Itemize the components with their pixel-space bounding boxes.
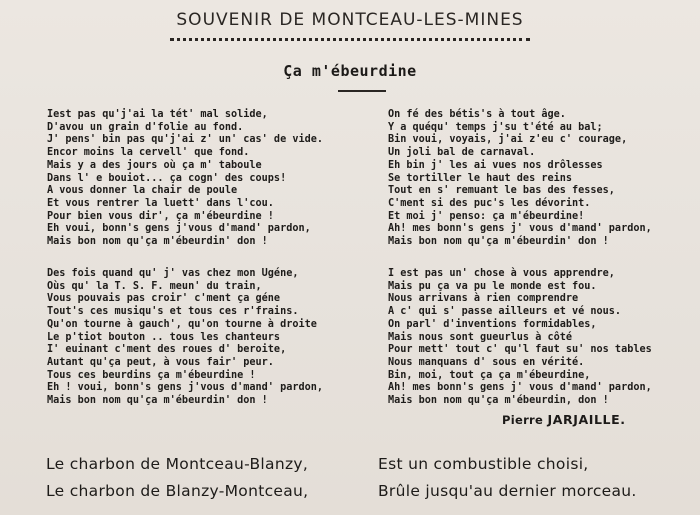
stanza-line: Mais bon nom qu'ça m'ébeurdin, don ! [388,395,609,407]
slogan-left-line-2: Le charbon de Blanzy-Montceau, [46,482,309,500]
stanza-line: Tout en s' remuant le bas des fesses, [388,185,615,197]
title-underline [338,90,386,92]
stanza-line: Nous manquans d' sous en vérité. [388,356,585,368]
stanza-line: Pour mett' tout c' qu'l faut su' nos tables [388,344,652,356]
stanza-line: Mais bon nom qu'ça m'ébeurdin' don ! [388,236,609,248]
stanza-line: Iest pas qu'j'ai la tét' mal solide, [47,109,268,120]
stanza-line: Ah! mes bonn's gens j' vous d'mand' pardon, [388,382,652,394]
slogan-left-line-1: Le charbon de Montceau-Blanzy, [46,455,309,473]
stanza-line: Autant qu'ça peut, à vous fair' peur. [47,356,274,368]
stanza-line: Dans l' e bouiot... ça cogn' des coups! [47,172,287,184]
stanza-line: On parl' d'inventions formidables, [388,318,597,330]
stanza-line: Eh ! voui, bonn's gens j'vous d'mand' pardon, [47,382,324,394]
stanza-line: Ah! mes bonn's gens j' vous d'mand' pardon, [388,223,652,235]
stanza-line: Un joli bal de carnaval. [388,147,536,159]
stanza-line: On fé des bétis's à tout âge. [388,109,566,120]
stanza-line: Mais y a des jours où ça m' taboule [47,159,262,171]
stanza-2 [388,109,652,249]
stanza-line: Pour bien vous dir', ça m'ébeurdine ! [47,210,274,222]
stanza-4 [388,268,652,408]
stanza-line: Mais nous sont gueurlus à côté [388,331,573,343]
stanza-line: Le p'tiot bouton .. tous les chanteurs [47,331,281,343]
stanza-line: A c' qui s' passe ailleurs et vé nous. [388,306,622,318]
stanza-line: Bin, moi, tout ça ça m'ébeurdine, [388,369,591,381]
author-surname: JARJAILLE. [547,412,626,427]
stanza-1 [47,109,323,249]
stanza-line: J' pens' bin pas qu'j'ai z' un' cas' de vide. [47,134,324,146]
poem-author [502,412,626,427]
slogan-right-line-1: Est un combustible choisi, [378,455,589,473]
author-first-name: Pierre [502,413,544,427]
dotted-divider [170,38,530,41]
stanza-line: Des fois quand qu' j' vas chez mon Ugéne, [47,268,299,279]
stanza-3 [47,268,323,408]
stanza-line: Nous arrivans à rien comprendre [388,293,579,305]
stanza-line: Mais bon nom qu'ça m'ébeurdin' don ! [47,236,268,248]
stanza-line: I' euinant c'ment des roues d' beroite, [47,344,287,356]
stanza-line: Bin voui, voyais, j'ai z'eu c' courage, [388,134,628,146]
stanza-line: Tous ces beurdins ça m'ébeurdine ! [47,369,256,381]
slogan-right-line-2: Brûle jusqu'au dernier morceau. [378,482,637,500]
stanza-line: I est pas un' chose à vous apprendre, [388,268,615,279]
stanza-line: D'avou un grain d'folie au fond. [47,121,244,133]
stanza-line: Oùs qu' la T. S. F. meun' du train, [47,280,262,292]
page-header: SOUVENIR DE MONTCEAU-LES-MINES [176,10,524,30]
stanza-line: Et moi j' penso: ça m'ébeurdine! [388,210,585,222]
stanza-line: Et vous rentrer la luett' dans l'cou. [47,197,274,209]
stanza-line: C'ment si des puc's les dévorint. [388,197,591,209]
stanza-line: Vous pouvais pas croir' c'ment ça géne [47,293,281,305]
stanza-line: Eh bin j' les ai vues nos drôlesses [388,159,603,171]
stanza-line: A vous donner la chair de poule [47,185,238,197]
stanza-line: Eh voui, bonn's gens j'vous d'mand' pardon, [47,223,311,235]
stanza-line: Encor moins la cervell' que fond. [47,147,250,159]
stanza-line: Tout's ces musiqu's et tous ces r'frains. [47,306,299,318]
stanza-line: Qu'on tourne à gauch', qu'on tourne à droite [47,318,317,330]
stanza-line: Y a quéqu' temps j'su t'été au bal; [388,121,603,133]
poem-title: Ça m'ébeurdine [283,62,417,80]
stanza-line: Mais bon nom qu'ça m'ébeurdin' don ! [47,395,268,407]
stanza-line: Se tortiller le haut des reins [388,172,573,184]
stanza-line: Mais pu ça va pu le monde est fou. [388,280,597,292]
